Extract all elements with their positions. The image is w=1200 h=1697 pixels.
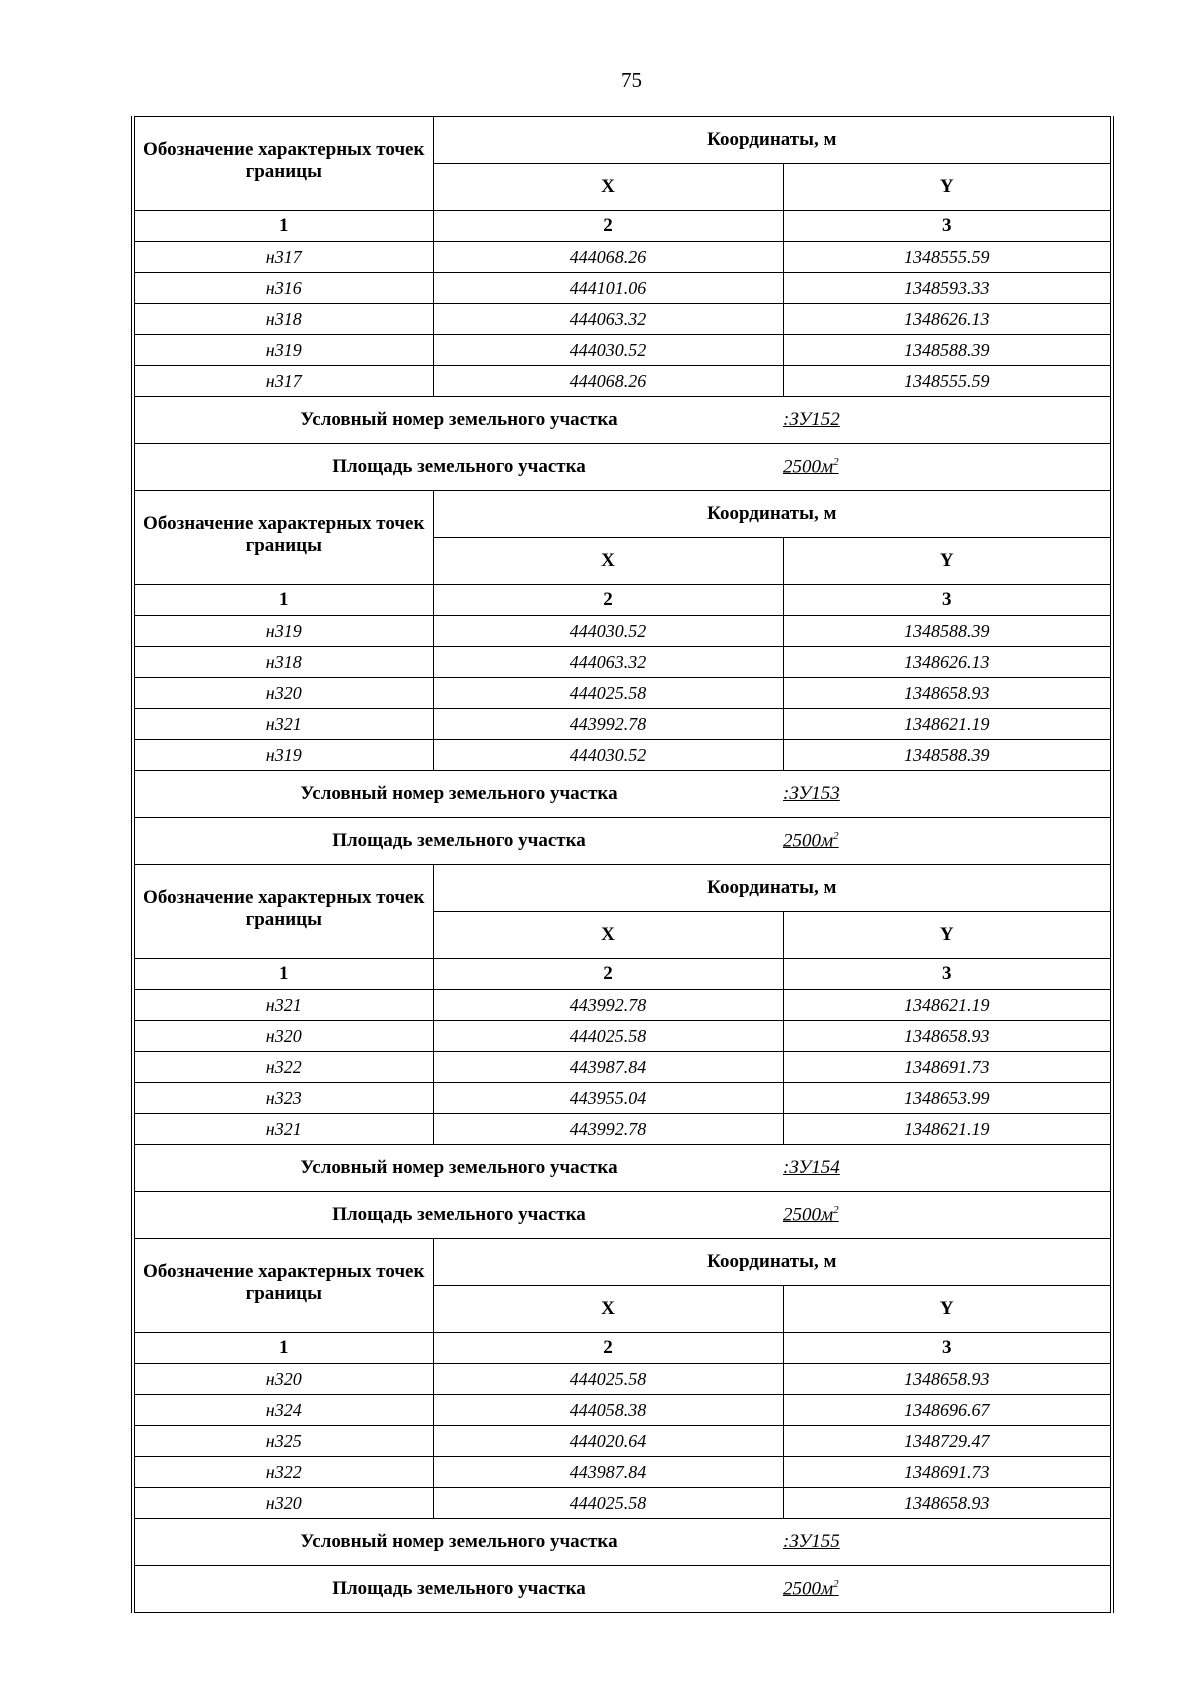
table-row xyxy=(133,1457,1112,1488)
point-y: 1348729.47 xyxy=(783,1426,1112,1457)
point-name: н318 xyxy=(133,304,433,335)
point-name: н318 xyxy=(133,647,433,678)
point-name: н322 xyxy=(133,1052,433,1083)
parcel-number-label: Условный номер земельного участка xyxy=(133,1519,783,1566)
parcel-area-value xyxy=(783,444,1112,491)
column-number: 1 xyxy=(133,959,433,990)
parcel-number-value: :ЗУ154 xyxy=(783,1145,1112,1192)
point-y: 1348691.73 xyxy=(783,1457,1112,1488)
point-y: 1348658.93 xyxy=(783,1021,1112,1052)
point-x: 444020.64 xyxy=(433,1426,783,1457)
point-x: 443987.84 xyxy=(433,1052,783,1083)
point-name: н321 xyxy=(133,1114,433,1145)
point-y: 1348555.59 xyxy=(783,366,1112,397)
header-row xyxy=(133,491,1112,538)
column-number: 3 xyxy=(783,959,1112,990)
parcel-area-unit-power: 2 xyxy=(833,1203,839,1216)
table-row xyxy=(133,616,1112,647)
point-name: н320 xyxy=(133,1364,433,1395)
parcel-number-label: Условный номер земельного участка xyxy=(133,1145,783,1192)
parcel-number-label: Условный номер земельного участка xyxy=(133,771,783,818)
point-x: 444063.32 xyxy=(433,304,783,335)
table-row xyxy=(133,335,1112,366)
parcel-area-row xyxy=(133,1192,1112,1239)
page-number: 75 xyxy=(621,68,642,92)
point-name: н322 xyxy=(133,1457,433,1488)
table-row xyxy=(133,740,1112,771)
point-y: 1348621.19 xyxy=(783,990,1112,1021)
parcel-number-row xyxy=(133,771,1112,818)
parcel-area-label: Площадь земельного участка xyxy=(133,1566,783,1613)
table-row xyxy=(133,1114,1112,1145)
point-y: 1348658.93 xyxy=(783,1488,1112,1519)
parcel-area-row xyxy=(133,1566,1112,1613)
table-row xyxy=(133,678,1112,709)
parcel-area-unit-power: 2 xyxy=(833,1577,839,1590)
point-x: 444025.58 xyxy=(433,1021,783,1052)
point-y: 1348621.19 xyxy=(783,709,1112,740)
header-coordinates: Координаты, м xyxy=(433,491,1112,538)
point-y: 1348658.93 xyxy=(783,678,1112,709)
point-x: 444030.52 xyxy=(433,335,783,366)
parcel-number-value: :ЗУ152 xyxy=(783,397,1112,444)
parcel-number-value: :ЗУ155 xyxy=(783,1519,1112,1566)
column-number: 2 xyxy=(433,959,783,990)
table-row xyxy=(133,1395,1112,1426)
point-x: 444063.32 xyxy=(433,647,783,678)
point-name: н317 xyxy=(133,242,433,273)
table-row xyxy=(133,1021,1112,1052)
point-x: 443992.78 xyxy=(433,990,783,1021)
parcel-area-number: 2500м xyxy=(783,1578,834,1600)
point-y: 1348555.59 xyxy=(783,242,1112,273)
parcel-area-label: Площадь земельного участка xyxy=(133,818,783,865)
header-x: X xyxy=(433,164,783,211)
table-row xyxy=(133,273,1112,304)
header-y: Y xyxy=(783,164,1112,211)
point-y: 1348621.19 xyxy=(783,1114,1112,1145)
point-name: н320 xyxy=(133,1488,433,1519)
column-number-row xyxy=(133,585,1112,616)
column-number: 2 xyxy=(433,1333,783,1364)
point-name: н321 xyxy=(133,709,433,740)
header-designation: Обозначение характерных точек границы xyxy=(133,117,433,211)
table-row xyxy=(133,1364,1112,1395)
point-x: 444058.38 xyxy=(433,1395,783,1426)
point-x: 444101.06 xyxy=(433,273,783,304)
point-name: н320 xyxy=(133,1021,433,1052)
point-x: 444025.58 xyxy=(433,1364,783,1395)
header-y: Y xyxy=(783,912,1112,959)
header-row xyxy=(133,865,1112,912)
table-row xyxy=(133,304,1112,335)
point-y: 1348588.39 xyxy=(783,335,1112,366)
point-y: 1348653.99 xyxy=(783,1083,1112,1114)
parcel-area-number: 2500м xyxy=(783,456,834,478)
point-x: 444025.58 xyxy=(433,1488,783,1519)
parcel-number-row xyxy=(133,1519,1112,1566)
table-row xyxy=(133,242,1112,273)
header-x: X xyxy=(433,912,783,959)
point-name: н325 xyxy=(133,1426,433,1457)
coordinates-table xyxy=(131,116,1114,1613)
point-name: н323 xyxy=(133,1083,433,1114)
point-name: н316 xyxy=(133,273,433,304)
parcel-number-label: Условный номер земельного участка xyxy=(133,397,783,444)
column-number: 2 xyxy=(433,211,783,242)
parcel-area-value xyxy=(783,1566,1112,1613)
point-x: 444030.52 xyxy=(433,740,783,771)
header-y: Y xyxy=(783,1286,1112,1333)
parcel-area-label: Площадь земельного участка xyxy=(133,1192,783,1239)
column-number-row xyxy=(133,1333,1112,1364)
column-number: 3 xyxy=(783,211,1112,242)
point-x: 444030.52 xyxy=(433,616,783,647)
header-coordinates: Координаты, м xyxy=(433,1239,1112,1286)
header-y: Y xyxy=(783,538,1112,585)
header-x: X xyxy=(433,1286,783,1333)
header-row xyxy=(133,1239,1112,1286)
parcel-area-label: Площадь земельного участка xyxy=(133,444,783,491)
header-designation: Обозначение характерных точек границы xyxy=(133,865,433,959)
point-name: н324 xyxy=(133,1395,433,1426)
point-y: 1348696.67 xyxy=(783,1395,1112,1426)
parcel-area-row xyxy=(133,818,1112,865)
point-y: 1348593.33 xyxy=(783,273,1112,304)
column-number-row xyxy=(133,211,1112,242)
header-designation: Обозначение характерных точек границы xyxy=(133,1239,433,1333)
point-x: 444025.58 xyxy=(433,678,783,709)
point-y: 1348626.13 xyxy=(783,304,1112,335)
parcel-area-value xyxy=(783,818,1112,865)
point-y: 1348658.93 xyxy=(783,1364,1112,1395)
header-coordinates: Координаты, м xyxy=(433,865,1112,912)
table-row xyxy=(133,709,1112,740)
parcel-number-value: :ЗУ153 xyxy=(783,771,1112,818)
point-name: н319 xyxy=(133,616,433,647)
parcel-number-row xyxy=(133,1145,1112,1192)
parcel-area-unit-power: 2 xyxy=(833,455,839,468)
point-x: 443992.78 xyxy=(433,1114,783,1145)
table-row xyxy=(133,990,1112,1021)
table-row xyxy=(133,1426,1112,1457)
parcel-area-number: 2500м xyxy=(783,1204,834,1226)
table-row xyxy=(133,366,1112,397)
table-row xyxy=(133,1488,1112,1519)
point-y: 1348588.39 xyxy=(783,740,1112,771)
table-row xyxy=(133,1083,1112,1114)
parcel-area-row xyxy=(133,444,1112,491)
header-x: X xyxy=(433,538,783,585)
point-name: н317 xyxy=(133,366,433,397)
column-number: 1 xyxy=(133,585,433,616)
point-name: н321 xyxy=(133,990,433,1021)
point-name: н319 xyxy=(133,740,433,771)
point-x: 443987.84 xyxy=(433,1457,783,1488)
parcel-number-row xyxy=(133,397,1112,444)
point-x: 443955.04 xyxy=(433,1083,783,1114)
column-number: 3 xyxy=(783,585,1112,616)
header-designation: Обозначение характерных точек границы xyxy=(133,491,433,585)
point-name: н320 xyxy=(133,678,433,709)
table-row xyxy=(133,1052,1112,1083)
point-name: н319 xyxy=(133,335,433,366)
point-y: 1348588.39 xyxy=(783,616,1112,647)
point-x: 443992.78 xyxy=(433,709,783,740)
column-number-row xyxy=(133,959,1112,990)
table-body xyxy=(133,117,1112,1613)
column-number: 2 xyxy=(433,585,783,616)
column-number: 1 xyxy=(133,1333,433,1364)
table-row xyxy=(133,647,1112,678)
point-x: 444068.26 xyxy=(433,366,783,397)
parcel-area-value xyxy=(783,1192,1112,1239)
column-number: 3 xyxy=(783,1333,1112,1364)
parcel-area-unit-power: 2 xyxy=(833,829,839,842)
header-row xyxy=(133,117,1112,164)
parcel-area-number: 2500м xyxy=(783,830,834,852)
point-y: 1348691.73 xyxy=(783,1052,1112,1083)
point-x: 444068.26 xyxy=(433,242,783,273)
header-coordinates: Координаты, м xyxy=(433,117,1112,164)
column-number: 1 xyxy=(133,211,433,242)
point-y: 1348626.13 xyxy=(783,647,1112,678)
